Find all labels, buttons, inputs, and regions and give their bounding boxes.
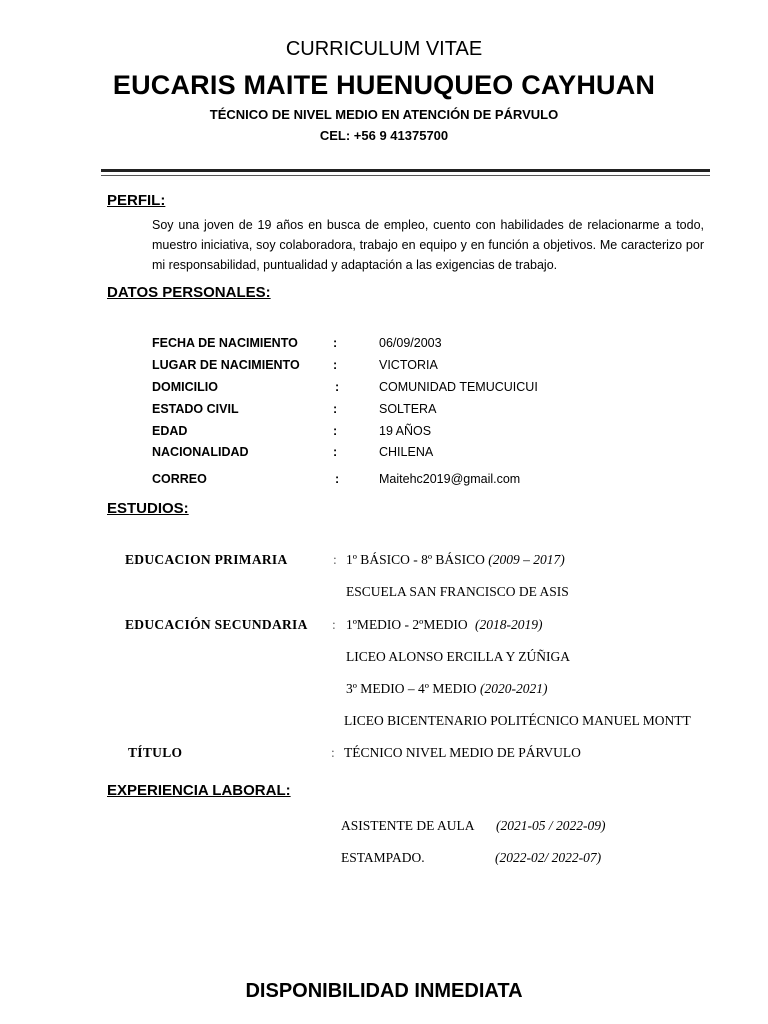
section-heading-perfil: PERFIL: (107, 192, 166, 209)
study-entry (346, 617, 542, 633)
section-heading-experiencia: EXPERIENCIA LABORAL: (107, 782, 291, 799)
section-heading-estudios: ESTUDIOS: (107, 500, 189, 517)
personal-data-label: FECHA DE NACIMIENTO (152, 336, 298, 350)
study-colon: : (332, 617, 336, 632)
professional-title: TÉCNICO DE NIVEL MEDIO EN ATENCIÓN DE PÁRVULO (209, 107, 559, 122)
personal-data-label: ESTADO CIVIL (152, 402, 239, 416)
personal-data-colon: : (333, 402, 338, 416)
personal-data-colon: : (333, 445, 338, 459)
personal-data-label: LUGAR DE NACIMIENTO (152, 358, 300, 372)
study-level: 3º MEDIO – 4º MEDIO (346, 681, 477, 696)
job-period: (2022-02/ 2022-07) (495, 850, 602, 865)
phone-number: CEL: +56 9 41375700 (319, 128, 449, 143)
study-entry (346, 552, 565, 568)
personal-data-label: DOMICILIO (152, 380, 218, 394)
degree-title: TÉCNICO NIVEL MEDIO DE PÁRVULO (344, 745, 581, 760)
personal-data-colon: : (333, 424, 338, 438)
job-role: ESTAMPADO. (341, 850, 425, 865)
study-label-titulo: TÍTULO (128, 745, 183, 760)
job-period: (2021-05 / 2022-09) (496, 818, 606, 833)
study-years: (2020-2021) (480, 681, 548, 696)
study-school: ESCUELA SAN FRANCISCO DE ASIS (346, 584, 569, 599)
study-level: 1ºMEDIO - 2ºMEDIO (346, 617, 468, 632)
study-label-primaria: EDUCACION PRIMARIA (125, 552, 288, 567)
study-years: (2018-2019) (474, 617, 543, 632)
study-school: LICEO BICENTENARIO POLITÉCNICO MANUEL MONTT (344, 713, 691, 728)
job-role: ASISTENTE DE AULA (341, 818, 475, 833)
personal-data-label: NACIONALIDAD (152, 445, 249, 459)
personal-data-value: COMUNIDAD TEMUCUICUI (379, 380, 538, 394)
study-level: 1º BÁSICO - 8º BÁSICO (346, 552, 485, 567)
personal-data-value: SOLTERA (379, 402, 437, 416)
profile-text: Soy una joven de 19 años en busca de empleo, cuento con habilidades de relacionarme a todo, muestro iniciativa, soy colaboradora, trabajo en equipo y en función a objetivos. Me caracterizo por mi responsabilidad, puntualidad y adaptación a las exigencias de trabajo. (152, 218, 704, 272)
personal-data-colon: : (333, 336, 338, 350)
document-label: CURRICULUM VITAE (285, 38, 483, 60)
study-colon: : (331, 745, 335, 760)
study-colon: : (333, 552, 337, 567)
section-heading-datos-personales: DATOS PERSONALES: (107, 284, 271, 301)
header-divider-thin (101, 175, 710, 176)
personal-data-value: 06/09/2003 (379, 336, 442, 350)
candidate-name: EUCARIS MAITE HUENUQUEO CAYHUAN (112, 70, 656, 100)
personal-data-value: CHILENA (379, 445, 434, 459)
personal-data-value: VICTORIA (379, 358, 438, 372)
personal-data-colon: : (333, 358, 338, 372)
personal-data-value: 19 AÑOS (379, 424, 432, 438)
study-label-secundaria: EDUCACIÓN SECUNDARIA (125, 617, 308, 632)
personal-data-colon: : (335, 380, 340, 394)
availability-note: DISPONIBILIDAD INMEDIATA (245, 980, 523, 1002)
study-entry (346, 681, 548, 697)
study-years: (2009 – 2017) (488, 552, 565, 567)
personal-data-label: CORREO (152, 472, 207, 486)
email-value: Maitehc2019@gmail.com (379, 472, 521, 486)
personal-data-label: EDAD (152, 424, 188, 438)
header-divider-thick (101, 169, 710, 172)
study-school: LICEO ALONSO ERCILLA Y ZÚÑIGA (346, 649, 570, 664)
personal-data-colon: : (335, 472, 340, 486)
